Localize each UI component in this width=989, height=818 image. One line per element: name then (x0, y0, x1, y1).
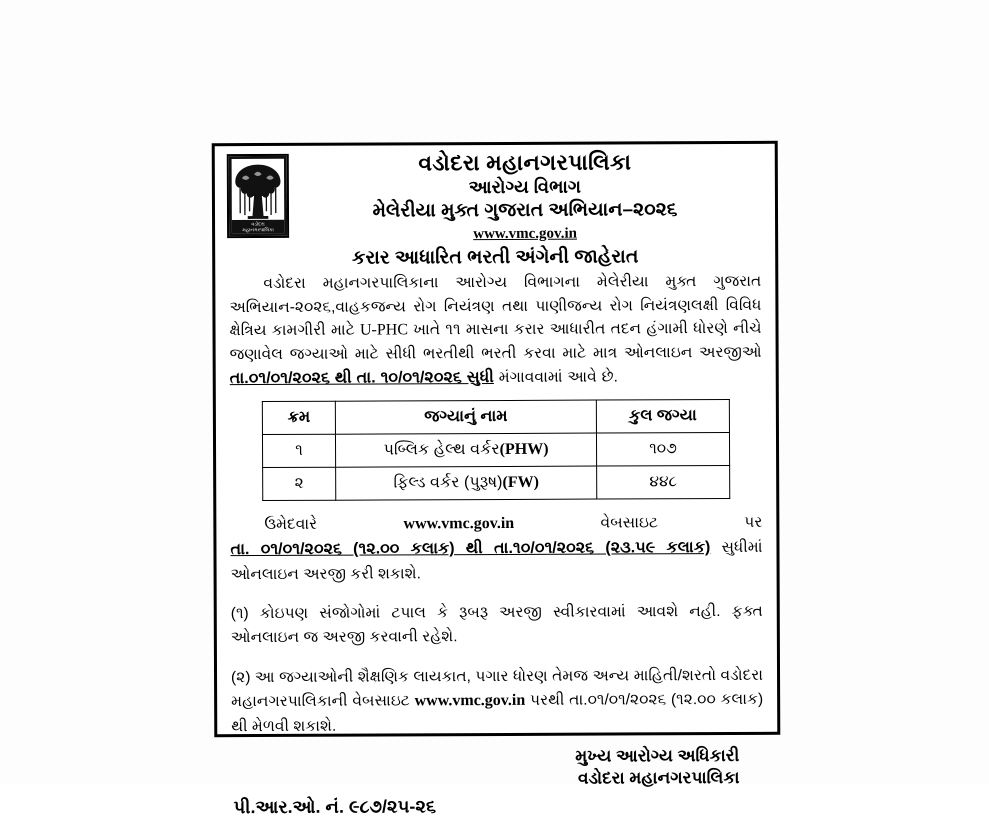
post-name-gujarati: પબ્લિક હેલ્થ વર્કર (384, 441, 500, 459)
intro-text-part1: વડોદરા મહાનગરપાલિકાના આરોગ્ય વિભાગના મેલેરીયા મુક્ત ગુજરાત અભિયાન-૨૦૨૬,વાહકજન્ય રોગ નિયંત્રણ તથા પાણીજન્ય રોગ નિયંત્રણલક્ષી વિવિધ ક્ષેત્રિય કામગીરી માટે (229, 273, 761, 339)
department-title: આરોગ્ય વિભાગ (297, 176, 753, 200)
column-header-post-name: જગ્યાનું નામ (335, 400, 596, 434)
table-header-row (262, 400, 729, 435)
signatory-organisation: વડોદરા મહાનગરપાલિકા (229, 767, 739, 791)
intro-text-part2: ખાતે ૧૧ માસના કરાર આધારીત તદન હંગામી ધોરણે નીચે જણાવેલ જગ્યાઓ માટે સીધી ભરતીથી ભરતી કરવા માટે માત્ર ઓનલાઇન અરજીઓ (230, 320, 762, 364)
apply-text-part2: વેબસાઇટ પર (514, 514, 762, 532)
banyan-tree-emblem-icon (227, 154, 289, 238)
row-post-name (335, 433, 596, 467)
note-item-1 (231, 600, 763, 650)
application-date-range: તા.૦૧/૦૧/૨૦૨૬ થી તા. ૧૦/૦૧/૨૦૨૬ સુધી (230, 369, 494, 387)
row-post-name (336, 466, 597, 500)
note-item-2 (231, 664, 763, 739)
note-1-marker: (૧) (231, 605, 249, 622)
apply-text-part3: સુધીમાં ઓનલાઇન અરજી કરી શકાશે. (231, 539, 763, 583)
vacancy-table-container (228, 399, 764, 501)
row-sr: ૨ (263, 467, 336, 500)
uphc-label: U-PHC (360, 321, 408, 338)
apply-instructions-paragraph (230, 511, 762, 587)
application-window: તા. ૦૧/૦૧/૨૦૨૬ (૧૨.૦૦ કલાક) થી તા.૧૦/૦૧/૨૦૨૬ (૨૩.૫૯ કલાક) (230, 539, 710, 558)
row-total-vacancies: ૧૦૭ (596, 433, 729, 467)
row-sr: ૧ (262, 434, 335, 467)
organization-title: વડોદરા મહાનગરપાલિકા (297, 150, 753, 177)
column-header-total: કુલ જગ્યા (596, 400, 729, 434)
post-name-gujarati: ફિલ્ડ વર્કર (પુરૂષ) (393, 474, 502, 491)
note-1-text: કોઇપણ સંજોગોમાં ટપાલ કે રૂબરૂ અરજી સ્વીકારવામાં આવશે નહી. ફક્ત ઓનલાઇન જ અરજી કરવાની રહેશે. (231, 603, 763, 646)
column-header-sr: ક્રમ (262, 401, 335, 434)
note-2-website-link[interactable]: www.vmc.gov.in (415, 692, 526, 709)
notice-header (227, 150, 763, 244)
note-2-text-after: પરથી તા.૦૧/૦૧/૨૦૨૬ (૧૨.૦૦ કલાક) થી મેળવી શકાશે. (231, 691, 763, 735)
advertisement-heading: કરાર આધારિત ભરતી અંગેની જાહેરાત (227, 246, 763, 270)
footer-row (230, 795, 766, 818)
header-titles (297, 150, 763, 244)
svg-text:વડોદરા: વડોદરા (251, 220, 264, 227)
notes-list (231, 600, 764, 739)
header-website-link[interactable]: www.vmc.gov.in (473, 226, 577, 243)
notice-content (215, 144, 778, 734)
svg-text:મહાનગરપાલિકા: મહાનગરપાલિકા (242, 226, 273, 233)
post-name-abbr: (PHW) (500, 441, 549, 458)
signature-block (229, 745, 765, 792)
row-total-vacancies: ૪૪૮ (597, 466, 730, 500)
note-2-marker: (૨) (231, 669, 250, 686)
pro-number: પી.આર.ઓ. નં. ૯૮૭/૨૫-૨૬ (234, 796, 437, 817)
apply-website-link[interactable]: www.vmc.gov.in (403, 515, 514, 532)
table-row (262, 433, 729, 468)
note-2-text-before: આ જગ્યાઓની શૈક્ષણિક લાયકાત, પગાર ધોરણ તેમજ અન્ય માહિતી/શરતો વડોદરા મહાનગરપાલિકાની વેબસાઇટ (231, 667, 763, 710)
intro-paragraph (229, 270, 762, 392)
notice-document (212, 141, 781, 737)
campaign-title: મેલેરીયા મુક્ત ગુજરાત અભિયાન–૨૦૨૬ (297, 199, 753, 224)
intro-text-part3: મંગાવવામાં આવે છે. (494, 368, 618, 386)
signatory-designation: મુખ્ય આરોગ્ય અધિકારી (229, 745, 739, 769)
vacancy-table (262, 399, 730, 501)
post-name-abbr: (FW) (502, 474, 539, 491)
table-row (263, 466, 730, 501)
apply-text-part1: ઉમેદવારે (264, 516, 403, 534)
